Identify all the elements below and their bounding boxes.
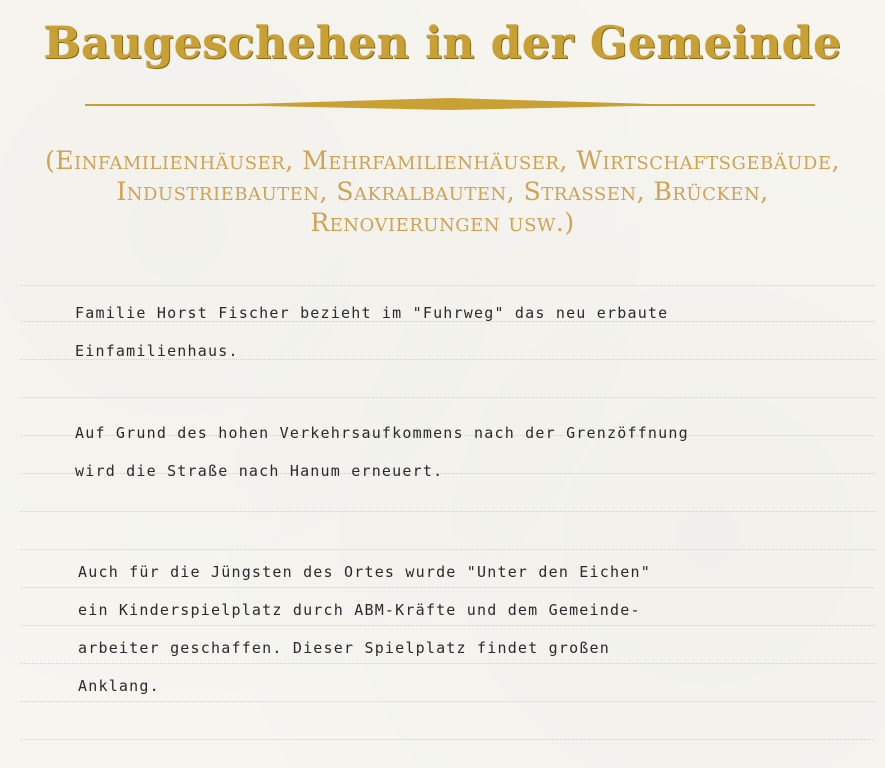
entry-line: wird die Straße nach Hanum erneuert.: [75, 462, 444, 480]
entry-playground: [78, 553, 651, 705]
ruled-line: [20, 739, 875, 740]
entry-line: Anklang.: [78, 677, 160, 695]
ruled-line: [20, 549, 875, 550]
title-divider: [85, 95, 815, 115]
ruled-line: [20, 511, 875, 512]
page-title: Baugeschehen in der Gemeinde: [43, 18, 842, 69]
ruled-line: [20, 397, 875, 398]
entry-line: arbeiter geschaffen. Dieser Spielplatz findet großen: [78, 639, 610, 657]
subtitle-line: (Einfamilienhäuser, Mehrfamilienhäuser, Wirtschaftsgebäude,: [45, 146, 840, 175]
entry-line: Auch für die Jüngsten des Ortes wurde "Unter den Eichen": [78, 563, 651, 581]
ruled-line: [20, 285, 875, 286]
entry-single-family-house: [75, 294, 668, 370]
subtitle-line: Industriebauten, Sakralbauten, Strassen, Brücken,: [116, 177, 769, 206]
entry-road-renewal: [75, 414, 689, 490]
page-subtitle: [20, 145, 865, 238]
entry-line: Auf Grund des hohen Verkehrsaufkommens nach der Grenzöffnung: [75, 424, 689, 442]
entry-line: Familie Horst Fischer bezieht im "Fuhrweg" das neu erbaute: [75, 304, 669, 322]
entry-line: ein Kinderspielplatz durch ABM-Kräfte und dem Gemeinde-: [78, 601, 641, 619]
subtitle-line: Renovierungen usw.): [310, 208, 575, 237]
entry-line: Einfamilienhaus.: [75, 342, 239, 360]
